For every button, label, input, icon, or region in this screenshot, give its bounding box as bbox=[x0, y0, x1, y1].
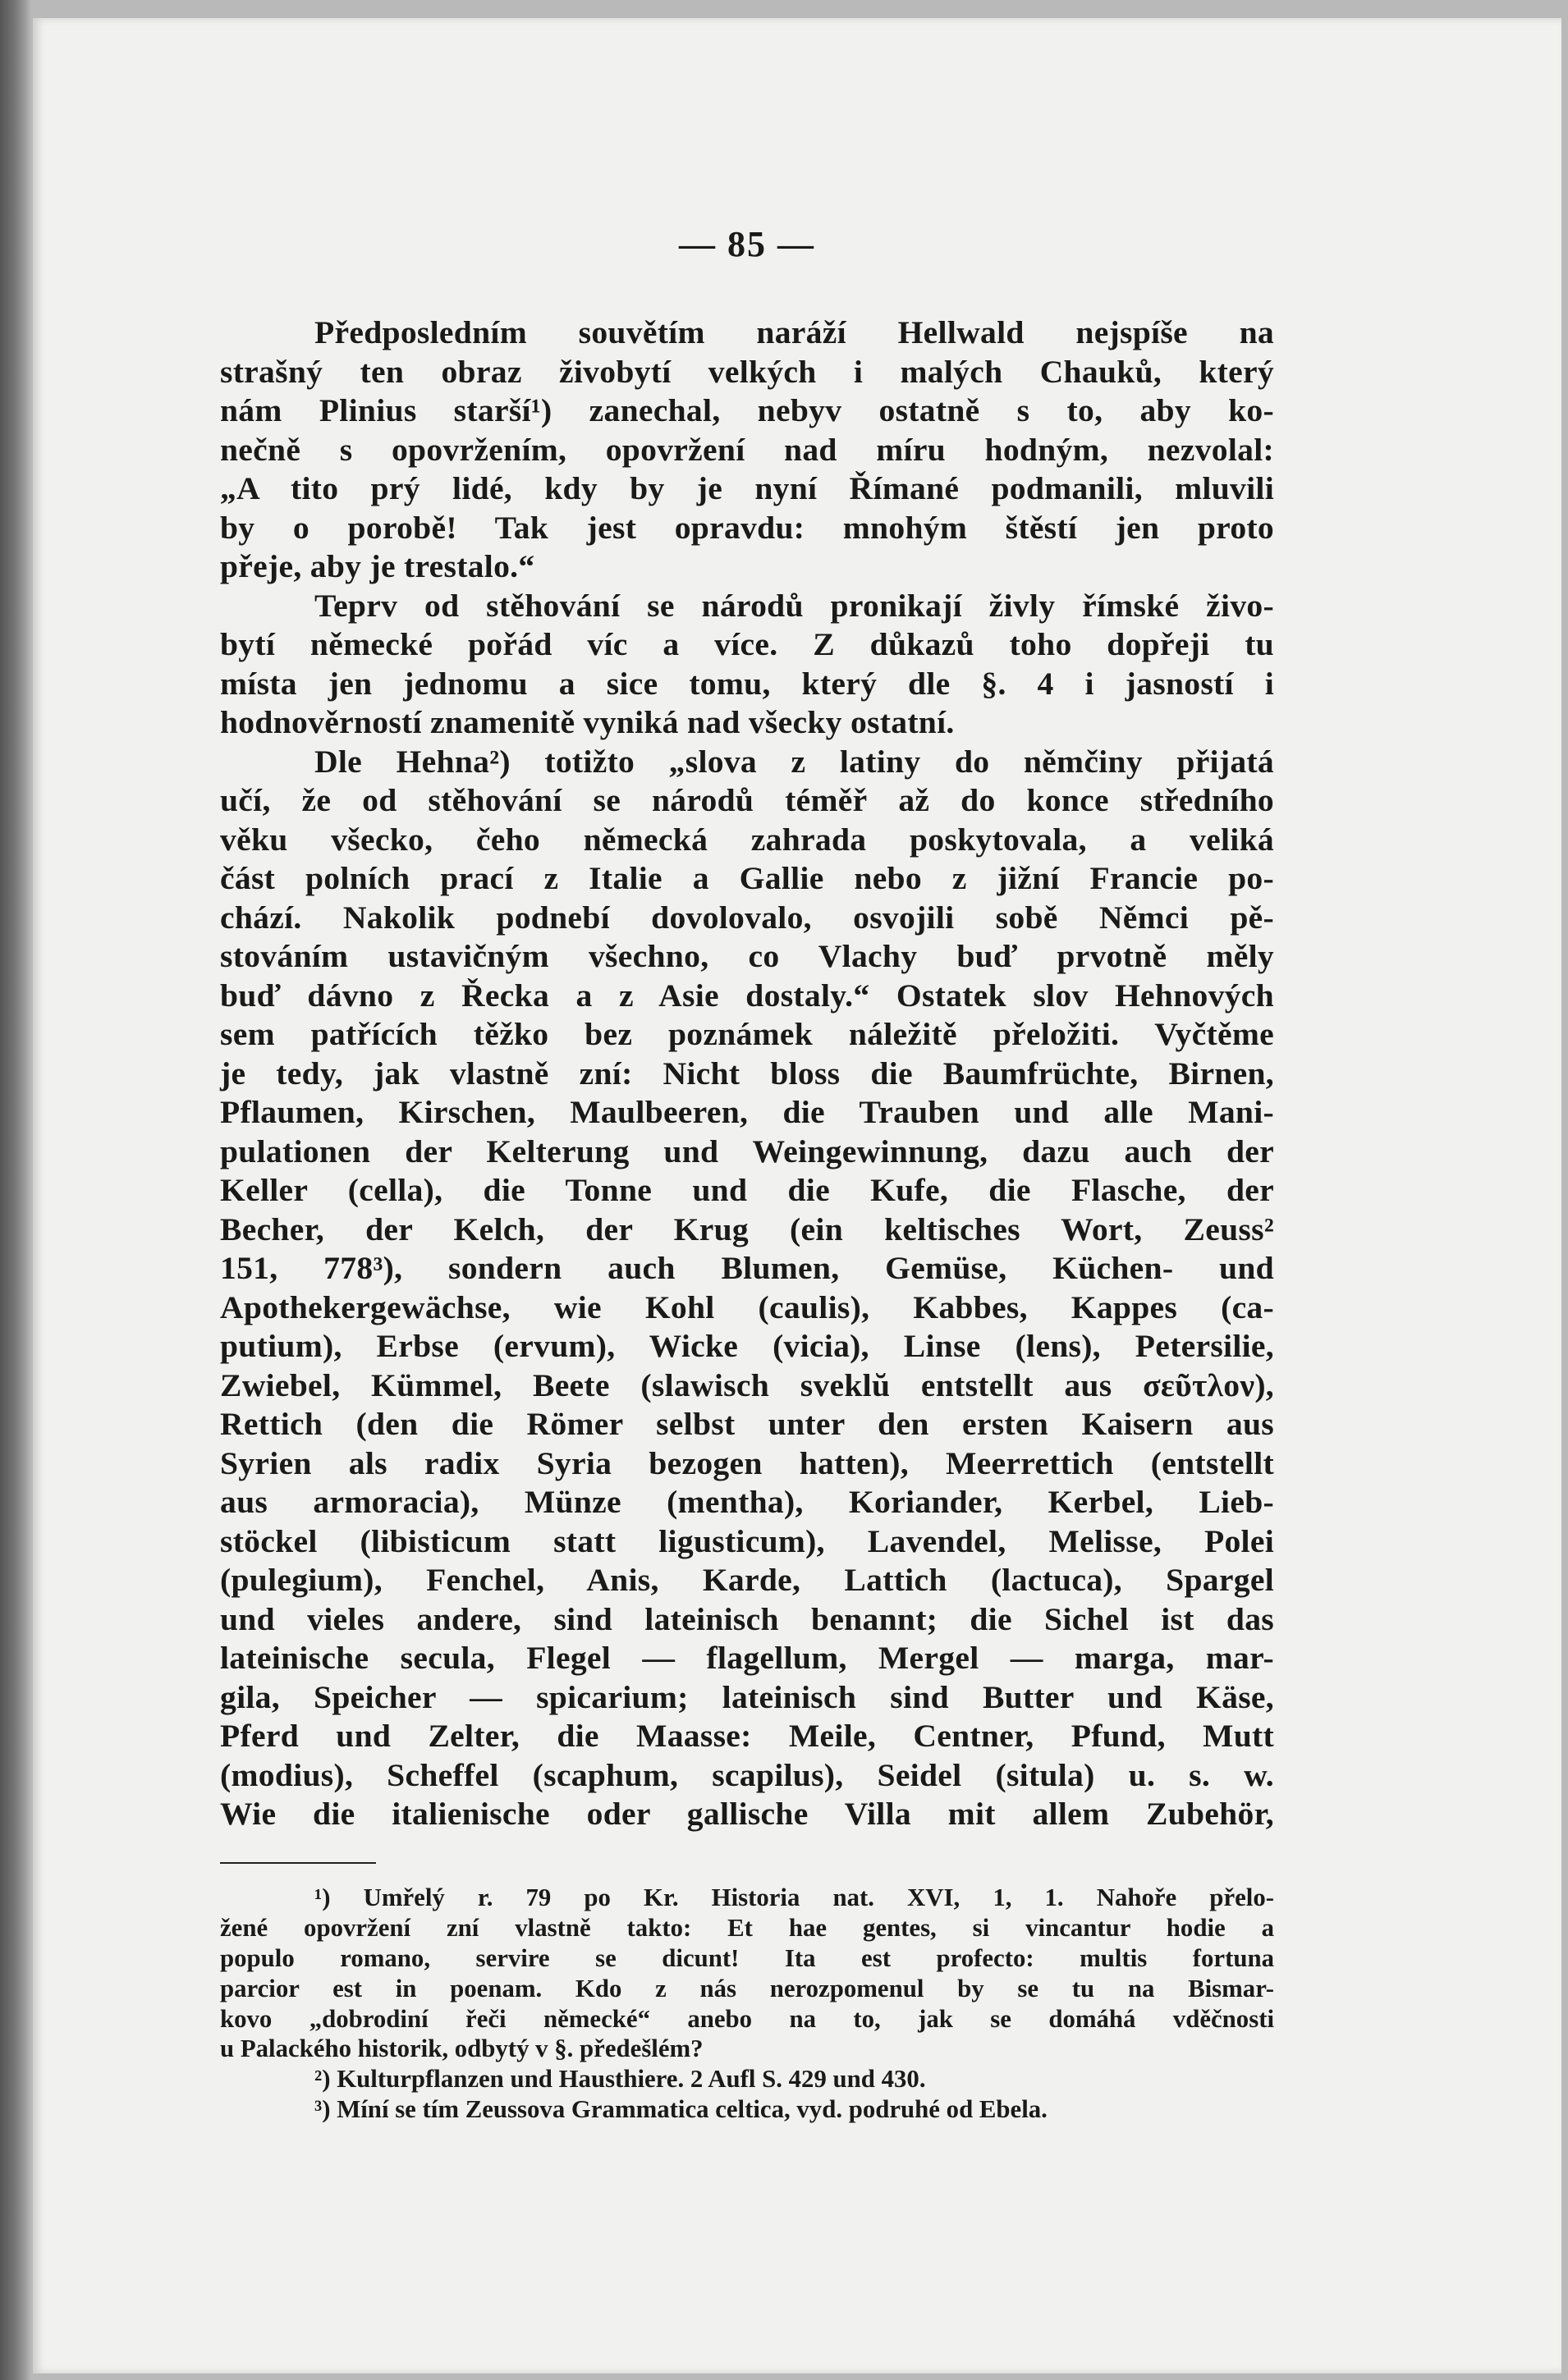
text-line: Apothekergewächse, wie Kohl (caulis), Kabbes, Kappes (ca- bbox=[220, 1288, 1274, 1325]
footnote-line: u Palackého historik, odbytý v §. předešlém? bbox=[220, 2034, 704, 2063]
text-line: bytí německé pořád víc a více. Z důkazů toho dopřeji tu bbox=[220, 626, 1274, 662]
text-line: aus armoracia), Münze (mentha), Koriander, Kerbel, Lieb- bbox=[220, 1484, 1274, 1520]
footnotes bbox=[220, 1883, 1274, 2125]
text-line: učí, že od stěhování se národů téměř až do konce středního bbox=[220, 782, 1274, 818]
text-line: Wie die italienische oder gallische Villa mit allem Zubehör, bbox=[220, 1796, 1274, 1832]
text-line: gila, Speicher — spicarium; lateinisch sind Butter und Käse, bbox=[220, 1678, 1274, 1715]
text-line: by o porobě! Tak jest opravdu: mnohým štěstí jen proto bbox=[220, 509, 1274, 546]
text-line: Rettich (den die Römer selbst unter den ersten Kaisern aus bbox=[220, 1406, 1274, 1442]
text-line: Pflaumen, Kirschen, Maulbeeren, die Trauben und alle Mani- bbox=[220, 1094, 1274, 1130]
text-line: (pulegium), Fenchel, Anis, Karde, Lattich (lactuca), Spargel bbox=[220, 1562, 1274, 1598]
footnote-rule bbox=[220, 1862, 376, 1864]
text-line: und vieles andere, sind lateinisch benannt; die Sichel ist das bbox=[220, 1600, 1274, 1637]
text-line: sem patřících těžko bez poznámek náležitě přeložiti. Vyčtěme bbox=[220, 1016, 1274, 1052]
text-line: strašný ten obraz živobytí velkých i malých Chauků, který bbox=[220, 353, 1274, 390]
footnote-line: ¹) Umřelý r. 79 po Kr. Historia nat. XVI, 1, 1. Nahoře přelo- bbox=[314, 1883, 1274, 1911]
text-line: nečně s opovržením, opovržení nad míru hodným, nezvolal: bbox=[220, 431, 1274, 468]
text-line: putium), Erbse (ervum), Wicke (vicia), Linse (lens), Petersilie, bbox=[220, 1328, 1274, 1364]
footnote-line: ³) Míní se tím Zeussova Grammatica celtica, vyd. podruhé od Ebela. bbox=[314, 2095, 1048, 2124]
book-page bbox=[33, 18, 1561, 2373]
text-line: nám Plinius starší¹) zanechal, nebyv ostatně s to, aby ko- bbox=[220, 392, 1274, 428]
text-line: Pferd und Zelter, die Maasse: Meile, Centner, Pfund, Mutt bbox=[220, 1718, 1274, 1754]
text-line: Zwiebel, Kümmel, Beete (slawisch sveklŭ entstellt aus σεῦτλον), bbox=[220, 1366, 1274, 1403]
text-line: Syrien als radix Syria bezogen hatten), Meerrettich (entstellt bbox=[220, 1444, 1274, 1481]
footnote-line: parcior est in poenam. Kdo z nás nerozpomenul by se tu na Bismar- bbox=[220, 1974, 1274, 2002]
text-line: „A tito prý lidé, kdy by je nyní Římané podmanili, mluvili bbox=[220, 470, 1274, 506]
text-line: pulationen der Kelterung und Weingewinnung, dazu auch der bbox=[220, 1133, 1274, 1169]
text-line: Dle Hehna²) totižto „slova z latiny do němčiny přijatá bbox=[314, 743, 1274, 780]
text-line: lateinische secula, Flegel — flagellum, Mergel — marga, mar- bbox=[220, 1640, 1274, 1676]
text-line: hodnověrností znamenitě vyniká nad všecky ostatní. bbox=[220, 704, 955, 740]
text-line: chází. Nakolik podnebí dovolovalo, osvojili sobě Němci pě- bbox=[220, 899, 1274, 936]
body-text bbox=[220, 314, 1274, 1834]
text-line: místa jen jednomu a sice tomu, který dle §. 4 i jasností i bbox=[220, 665, 1274, 702]
text-line: Becher, der Kelch, der Krug (ein keltisches Wort, Zeuss² bbox=[220, 1211, 1274, 1247]
text-line: přeje, aby je trestalo.“ bbox=[220, 548, 535, 584]
text-line: stováním ustavičným všechno, co Vlachy buď prvotně měly bbox=[220, 938, 1274, 974]
text-line: (modius), Scheffel (scaphum, scapilus), Seidel (situla) u. s. w. bbox=[220, 1756, 1274, 1793]
text-line: část polních prací z Italie a Gallie nebo z jižní Francie po- bbox=[220, 860, 1274, 896]
text-line: Keller (cella), die Tonne und die Kufe, die Flasche, der bbox=[220, 1172, 1274, 1208]
text-line: věku všecko, čeho německá zahrada poskytovala, a veliká bbox=[220, 821, 1274, 858]
footnote-line: ²) Kulturpflanzen und Hausthiere. 2 Aufl S. 429 und 430. bbox=[314, 2065, 926, 2094]
footnote-line: populo romano, servire se dicunt! Ita est profecto: multis fortuna bbox=[220, 1943, 1274, 1972]
footnote-line: kovo „dobrodiní řeči německé“ anebo na to, jak se domáhá vděčnosti bbox=[220, 2004, 1274, 2033]
text-line: buď dávno z Řecka a z Asie dostaly.“ Ostatek slov Hehnových bbox=[220, 977, 1274, 1014]
footnote-line: žené opovržení zní vlastně takto: Et hae gentes, si vincantur hodie a bbox=[220, 1913, 1274, 1942]
text-line: Předposledním souvětím naráží Hellwald nejspíše na bbox=[314, 314, 1274, 350]
text-line: Teprv od stěhování se národů pronikají živly římské živo- bbox=[314, 587, 1274, 624]
text-line: stöckel (libisticum statt ligusticum), Lavendel, Melisse, Polei bbox=[220, 1522, 1274, 1559]
page-number: — 85 — bbox=[679, 224, 815, 264]
text-line: 151, 778³), sondern auch Blumen, Gemüse, Küchen- und bbox=[220, 1250, 1274, 1286]
text-line: je tedy, jak vlastně zní: Nicht bloss die Baumfrüchte, Birnen, bbox=[220, 1055, 1274, 1092]
